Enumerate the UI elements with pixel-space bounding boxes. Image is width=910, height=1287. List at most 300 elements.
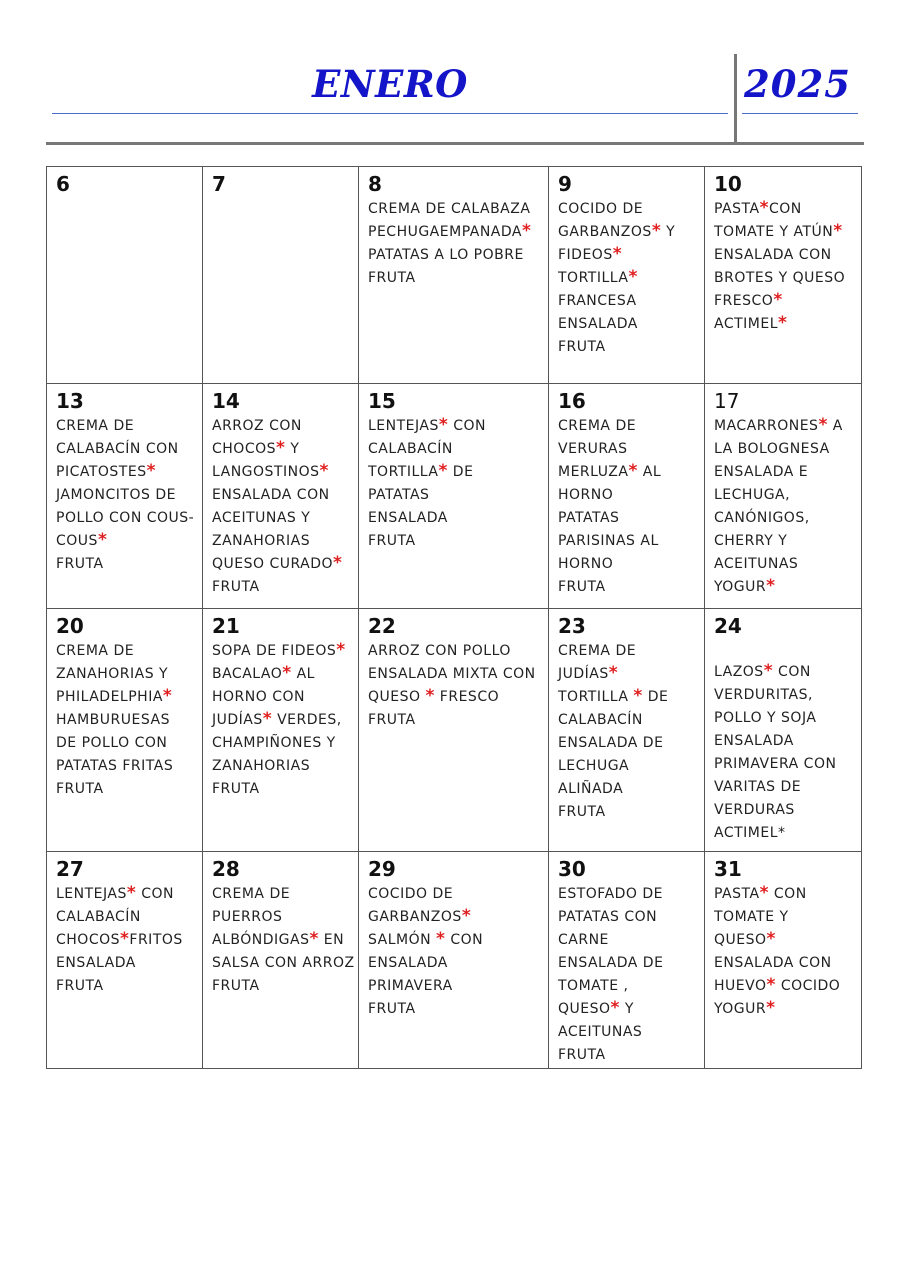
menu-line	[558, 1021, 698, 1044]
menu-text: PASTA	[714, 886, 760, 902]
allergen-asterisk: *	[818, 415, 828, 435]
menu-text: ALIÑADA	[558, 781, 624, 797]
allergen-asterisk: *	[319, 461, 329, 481]
allergen-asterisk: *	[766, 975, 776, 995]
menu-text: ALBÓNDIGAS	[212, 932, 310, 948]
menu-line	[558, 267, 698, 290]
menu-text: JAMONCITOS DE	[56, 487, 176, 503]
day-number: 29	[368, 857, 396, 881]
menu-text: PATATAS FRITAS	[56, 758, 174, 774]
day-number: 27	[56, 857, 84, 881]
menu-line	[56, 663, 196, 686]
allergen-asterisk: *	[612, 244, 623, 264]
menu-text: JUDÍAS	[212, 712, 263, 728]
menu-line	[558, 929, 698, 952]
menu-text: FRUTA	[212, 579, 260, 595]
menu-line	[558, 507, 698, 530]
menu-text: CREMA DE	[212, 886, 291, 902]
menu-text: COCIDO DE	[368, 886, 454, 902]
day-cell-13	[47, 384, 203, 609]
allergen-asterisk: *	[628, 267, 638, 287]
day-menu	[558, 415, 698, 599]
menu-line	[558, 244, 698, 267]
menu-line	[212, 484, 352, 507]
menu-line	[714, 221, 855, 244]
menu-line	[56, 952, 196, 975]
menu-line	[368, 530, 542, 553]
menu-text: FRUTA	[212, 978, 260, 994]
allergen-asterisk: *	[759, 883, 769, 903]
menu-text: SALSA CON ARROZ	[212, 955, 355, 971]
menu-line	[212, 415, 352, 438]
menu-text: PECHUGAEMPANADA	[368, 224, 522, 240]
year-title: 2025	[744, 62, 851, 106]
menu-line	[714, 906, 855, 929]
menu-text: ACTIMEL	[714, 316, 779, 332]
allergen-asterisk: *	[773, 290, 783, 310]
menu-text: CARNE	[558, 932, 609, 948]
day-cell-20	[47, 609, 203, 852]
menu-text: LECHUGA	[558, 758, 630, 774]
menu-text: ACEITUNAS	[558, 1024, 643, 1040]
menu-line	[368, 929, 542, 952]
menu-text: ZANAHORIAS	[212, 758, 311, 774]
menu-text: CREMA DE	[56, 418, 135, 434]
menu-line	[56, 906, 196, 929]
menu-line	[56, 755, 196, 778]
day-number: 9	[558, 172, 572, 196]
menu-text: CON	[773, 664, 811, 680]
day-cell-15	[359, 384, 549, 609]
menu-line	[212, 663, 352, 686]
menu-text: Y	[661, 224, 676, 240]
menu-line	[714, 776, 855, 799]
allergen-asterisk: *	[126, 883, 137, 903]
menu-line	[56, 686, 196, 709]
menu-line	[714, 461, 855, 484]
menu-line	[714, 929, 855, 952]
menu-text: PASTA	[714, 201, 760, 217]
menu-line	[212, 883, 352, 906]
day-number: 6	[56, 172, 70, 196]
menu-text: CALABACÍN	[56, 909, 141, 925]
allergen-asterisk: *	[262, 709, 273, 729]
menu-line	[714, 313, 855, 336]
menu-text: ARROZ CON	[212, 418, 302, 434]
menu-line	[714, 198, 855, 221]
day-number: 30	[558, 857, 586, 881]
menu-text: ACEITUNAS	[714, 556, 799, 572]
menu-text: FRUTA	[368, 712, 416, 728]
menu-text: FRUTA	[368, 533, 416, 549]
menu-line	[714, 799, 855, 822]
menu-line	[558, 198, 698, 221]
menu-line	[212, 929, 352, 952]
menu-line	[558, 998, 698, 1021]
day-number: 13	[56, 389, 84, 413]
menu-text: TORTILLA	[558, 689, 634, 705]
menu-text: LECHUGA,	[714, 487, 791, 503]
menu-line	[714, 530, 855, 553]
menu-text: PATATAS	[368, 487, 430, 503]
menu-line	[212, 576, 352, 599]
menu-line	[56, 732, 196, 755]
menu-line	[558, 686, 698, 709]
menu-line	[714, 998, 855, 1021]
menu-line	[714, 290, 855, 313]
menu-line	[714, 507, 855, 530]
menu-text: CANÓNIGOS,	[714, 510, 810, 526]
menu-line	[558, 484, 698, 507]
menu-text: LA BOLOGNESA	[714, 441, 830, 457]
menu-line	[368, 998, 542, 1021]
menu-text: HAMBURUESAS	[56, 712, 170, 728]
menu-text: CALABACÍN CON	[56, 441, 179, 457]
menu-text: FRUTA	[558, 1047, 606, 1063]
menu-line	[56, 507, 196, 530]
menu-line	[558, 755, 698, 778]
menu-line	[558, 461, 698, 484]
menu-line	[368, 267, 542, 290]
menu-text: QUESO CURADO	[212, 556, 334, 572]
day-number: 16	[558, 389, 586, 413]
menu-line	[212, 778, 352, 801]
menu-line	[558, 530, 698, 553]
week-row	[47, 609, 862, 852]
menu-text: PRIMAVERA CON	[714, 756, 837, 772]
menu-text: CREMA DE CALABAZA	[368, 201, 531, 217]
menu-text: PRIMAVERA	[368, 978, 453, 994]
menu-text: ENSALADA	[714, 733, 794, 749]
menu-text: CHOCOS	[56, 932, 121, 948]
day-cell-27	[47, 852, 203, 1069]
menu-text: GARBANZOS	[368, 909, 462, 925]
allergen-asterisk: *	[276, 438, 286, 458]
week-row	[47, 384, 862, 609]
day-cell-6	[47, 167, 203, 384]
allergen-asterisk: *	[309, 929, 319, 949]
menu-text: TORTILLA	[558, 270, 629, 286]
menu-line	[558, 663, 698, 686]
allergen-asterisk: *	[608, 663, 619, 683]
menu-text: ENSALADA CON	[212, 487, 330, 503]
day-number: 31	[714, 857, 742, 881]
menu-text: CREMA DE	[56, 643, 135, 659]
menu-line	[714, 438, 855, 461]
menu-line	[558, 640, 698, 663]
menu-line	[558, 883, 698, 906]
header-horizontal-divider	[46, 142, 864, 145]
day-cell-10	[705, 167, 862, 384]
menu-text: POLLO Y SOJA	[714, 710, 817, 726]
menu-text: AL	[637, 464, 662, 480]
day-number: 8	[368, 172, 382, 196]
menu-text: JUDÍAS	[558, 666, 609, 682]
menu-text: CON	[768, 201, 802, 217]
menu-line	[714, 883, 855, 906]
menu-text: VERDURAS	[714, 802, 795, 818]
menu-line	[714, 684, 855, 707]
menu-line	[56, 461, 196, 484]
day-cell-16	[549, 384, 705, 609]
allergen-asterisk: *	[766, 998, 776, 1018]
day-cell-29	[359, 852, 549, 1069]
day-menu	[714, 415, 855, 599]
menu-text: VERDES,	[272, 712, 342, 728]
menu-text: FRUTA	[558, 579, 606, 595]
menu-text: TOMATE Y ATÚN	[714, 224, 834, 240]
menu-text: FIDEOS	[558, 247, 613, 263]
menu-text: FRITOS	[129, 932, 183, 948]
menu-text: Y	[285, 441, 300, 457]
menu-line	[714, 640, 855, 661]
menu-line	[714, 707, 855, 730]
allergen-asterisk: *	[425, 686, 435, 706]
menu-text: FRUTA	[368, 270, 416, 286]
menu-line	[368, 883, 542, 906]
menu-line	[212, 553, 352, 576]
day-menu	[212, 640, 352, 801]
menu-line	[212, 507, 352, 530]
allergen-asterisk: *	[628, 461, 638, 481]
day-number: 22	[368, 614, 396, 638]
menu-text: HORNO CON	[212, 689, 305, 705]
menu-text: PUERROS	[212, 909, 283, 925]
day-menu	[368, 883, 542, 1021]
menu-text: TOMATE ,	[558, 978, 629, 994]
day-cell-14	[203, 384, 359, 609]
day-menu	[368, 640, 542, 732]
menu-line	[558, 732, 698, 755]
allergen-asterisk: *	[833, 221, 843, 241]
menu-line	[558, 1044, 698, 1067]
menu-line	[368, 438, 542, 461]
day-menu	[714, 640, 855, 845]
menu-line	[368, 415, 542, 438]
day-menu	[368, 415, 542, 553]
menu-line	[56, 438, 196, 461]
allergen-asterisk: *	[333, 553, 343, 573]
menu-text: CALABACÍN	[368, 441, 453, 457]
day-number: 23	[558, 614, 586, 638]
allergen-asterisk: *	[97, 530, 108, 550]
menu-text: PATATAS	[558, 510, 620, 526]
month-title: ENERO	[312, 62, 468, 106]
menu-text: ACEITUNAS Y	[212, 510, 311, 526]
menu-line	[558, 801, 698, 824]
menu-line	[368, 975, 542, 998]
menu-text: CON	[768, 886, 807, 902]
menu-text: ENSALADA CON	[714, 247, 832, 263]
menu-line	[714, 576, 855, 599]
menu-text: FRUTA	[558, 804, 606, 820]
menu-line	[212, 975, 352, 998]
menu-text: PATATAS A LO POBRE	[368, 247, 524, 263]
menu-text: MACARRONES	[714, 418, 819, 434]
menu-line	[56, 929, 196, 952]
menu-line	[368, 221, 542, 244]
menu-text: YOGUR	[714, 1001, 767, 1017]
menu-text: BROTES Y QUESO	[714, 270, 846, 286]
menu-text: FRUTA	[558, 339, 606, 355]
menu-text: CHERRY Y	[714, 533, 788, 549]
menu-text: VARITAS DE	[714, 779, 802, 795]
day-cell-24	[705, 609, 862, 852]
allergen-asterisk: *	[438, 415, 449, 435]
menu-line	[212, 640, 352, 663]
menu-line	[56, 709, 196, 732]
menu-text: FRUTA	[212, 781, 260, 797]
menu-line	[714, 267, 855, 290]
menu-line	[714, 553, 855, 576]
menu-text: ENSALADA E	[714, 464, 809, 480]
menu-line	[212, 952, 355, 975]
menu-line	[368, 709, 542, 732]
allergen-asterisk: *	[120, 929, 130, 949]
day-menu	[368, 198, 542, 290]
menu-text: ENSALADA CON	[714, 955, 832, 971]
menu-text: POLLO CON COUS-	[56, 510, 195, 526]
menu-text: COCIDO DE	[558, 201, 644, 217]
allergen-asterisk: *	[282, 663, 292, 683]
allergen-asterisk: *	[778, 313, 788, 333]
menu-line	[56, 553, 196, 576]
menu-line	[714, 730, 855, 753]
menu-text: LANGOSTINOS	[212, 464, 320, 480]
menu-text: ENSALADA	[368, 955, 448, 971]
menu-text: ACTIMEL*	[714, 825, 786, 841]
menu-line	[212, 461, 352, 484]
menu-line	[558, 709, 698, 732]
menu-calendar-table	[46, 166, 862, 1069]
menu-line	[558, 336, 698, 359]
allergen-asterisk: *	[763, 661, 774, 681]
menu-text: PARISINAS AL	[558, 533, 659, 549]
day-cell-8	[359, 167, 549, 384]
menu-text: HUEVO	[714, 978, 767, 994]
allergen-asterisk: *	[146, 461, 156, 481]
menu-line	[368, 484, 542, 507]
day-menu	[714, 198, 855, 336]
menu-line	[56, 415, 196, 438]
menu-line	[368, 507, 542, 530]
menu-text: CALABACÍN	[558, 712, 643, 728]
menu-line	[714, 952, 855, 975]
day-number: 28	[212, 857, 240, 881]
menu-text: DE	[447, 464, 474, 480]
menu-text: FRESCO	[714, 293, 774, 309]
day-cell-7	[203, 167, 359, 384]
menu-text: FRUTA	[56, 781, 104, 797]
menu-line	[368, 663, 542, 686]
day-menu	[212, 415, 352, 599]
menu-text: SOPA DE FIDEOS	[212, 643, 337, 659]
menu-text: GARBANZOS	[558, 224, 652, 240]
day-cell-21	[203, 609, 359, 852]
allergen-asterisk: *	[438, 461, 448, 481]
menu-line	[558, 290, 698, 313]
allergen-asterisk: *	[521, 221, 532, 241]
menu-text: DE	[642, 689, 669, 705]
menu-line	[212, 755, 352, 778]
menu-line	[56, 484, 196, 507]
header-vertical-divider	[734, 54, 737, 143]
menu-text: YOGUR	[714, 579, 767, 595]
allergen-asterisk: *	[610, 998, 620, 1018]
menu-text: CREMA DE	[558, 643, 637, 659]
menu-text: ENSALADA DE	[558, 735, 664, 751]
menu-line	[212, 732, 352, 755]
day-cell-28	[203, 852, 359, 1069]
day-cell-23	[549, 609, 705, 852]
menu-line	[212, 709, 352, 732]
menu-text: ENSALADA MIXTA CON	[368, 666, 536, 682]
menu-line	[558, 576, 698, 599]
menu-line	[714, 822, 855, 845]
menu-line	[212, 530, 352, 553]
menu-text: QUESO	[368, 689, 426, 705]
menu-text: FRUTA	[56, 556, 104, 572]
menu-line	[558, 438, 698, 461]
menu-text: COCIDO	[775, 978, 841, 994]
day-menu	[714, 883, 855, 1021]
menu-text: A	[827, 418, 843, 434]
allergen-asterisk: *	[766, 576, 776, 596]
menu-text: ESTOFADO DE	[558, 886, 664, 902]
day-number: 24	[714, 614, 742, 638]
menu-text: Y	[619, 1001, 634, 1017]
menu-line	[212, 686, 352, 709]
allergen-asterisk: *	[336, 640, 346, 660]
menu-line	[368, 952, 542, 975]
day-number: 17	[714, 389, 740, 413]
week-row	[47, 852, 862, 1069]
menu-line	[56, 778, 196, 801]
menu-line	[714, 753, 855, 776]
day-cell-9	[549, 167, 705, 384]
menu-line	[558, 778, 698, 801]
allergen-asterisk: *	[651, 221, 662, 241]
menu-text: MERLUZA	[558, 464, 629, 480]
menu-text: HORNO	[558, 487, 614, 503]
menu-line	[558, 415, 698, 438]
menu-text: VERDURITAS,	[714, 687, 813, 703]
allergen-asterisk: *	[461, 906, 472, 926]
menu-text: LENTEJAS	[56, 886, 127, 902]
year-underline	[742, 113, 858, 114]
menu-text: QUESO	[558, 1001, 611, 1017]
day-cell-17	[705, 384, 862, 609]
day-cell-31	[705, 852, 862, 1069]
menu-line	[714, 484, 855, 507]
menu-line	[558, 975, 698, 998]
menu-line	[368, 906, 542, 929]
allergen-asterisk: *	[759, 198, 769, 218]
menu-text: QUESO	[714, 932, 767, 948]
allergen-asterisk: *	[633, 686, 643, 706]
week-row	[47, 167, 862, 384]
menu-text: PICATOSTES	[56, 464, 147, 480]
menu-text: HORNO	[558, 556, 614, 572]
menu-line	[368, 244, 542, 267]
allergen-asterisk: *	[436, 929, 446, 949]
day-number: 15	[368, 389, 396, 413]
menu-text: AL	[291, 666, 315, 682]
menu-text: ZANAHORIAS	[212, 533, 311, 549]
menu-text: LENTEJAS	[368, 418, 439, 434]
menu-line	[558, 313, 698, 336]
menu-line	[368, 640, 542, 663]
